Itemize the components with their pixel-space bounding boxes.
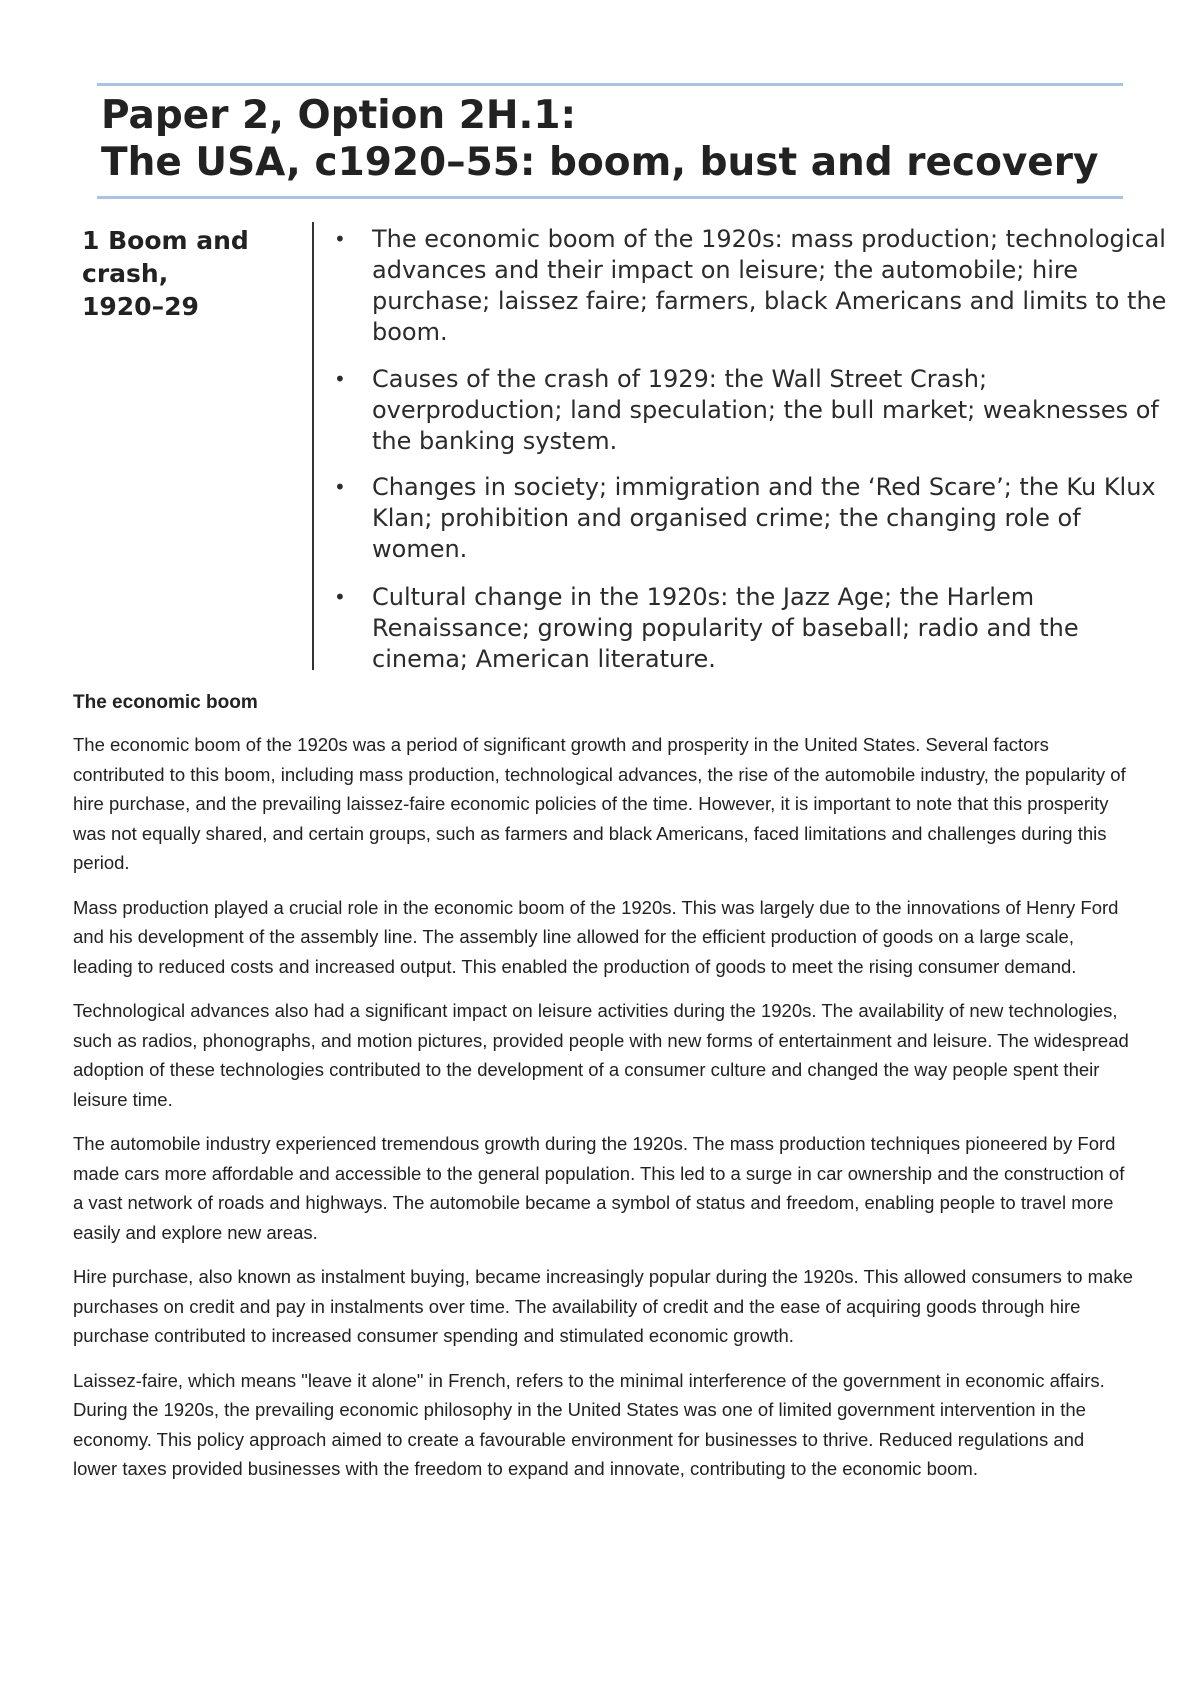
title-bottom-rule xyxy=(97,196,1123,199)
section-label-line-2: crash, xyxy=(82,259,169,288)
bullet-icon: • xyxy=(334,367,346,391)
title-top-rule xyxy=(97,83,1123,86)
column-divider xyxy=(312,222,314,670)
bullet-icon: • xyxy=(334,227,346,251)
spec-bullet-item xyxy=(322,224,1182,348)
article-body xyxy=(73,690,1133,1499)
spec-bullet-item xyxy=(322,472,1182,565)
title-line-2: The USA, c1920–55: boom, bust and recovery xyxy=(101,140,1099,185)
section-label-line-1: 1 Boom and xyxy=(82,226,249,255)
spec-bullet-item xyxy=(322,364,1182,457)
article-paragraph: The automobile industry experienced tremendous growth during the 1920s. The mass production techniques pioneered by Ford made cars more affordable and accessible to the general population. This led to a surge in car ownership and the construction of a vast network of roads and highways. The automobile became a symbol of status and freedom, enabling people to travel more easily and explore new areas. xyxy=(73,1133,1125,1243)
section-label xyxy=(82,224,282,323)
spec-bullet-item xyxy=(322,582,1182,675)
title-line-1: Paper 2, Option 2H.1: xyxy=(101,93,577,138)
bullet-text: Changes in society; immigration and the ‘Red Scare’; the Ku Klux Klan; prohibition and organised crime; the changing role of women. xyxy=(372,473,1156,563)
bullet-icon: • xyxy=(334,475,346,499)
bullet-icon: • xyxy=(334,585,346,609)
bullet-text: The economic boom of the 1920s: mass production; technological advances and their impact on leisure; the automobile; hire purchase; laissez faire; farmers, black Americans and limits to the boom. xyxy=(372,225,1167,346)
section-label-line-3: 1920–29 xyxy=(82,292,199,321)
article-paragraph: Mass production played a crucial role in the economic boom of the 1920s. This was largely due to the innovations of Henry Ford and his development of the assembly line. The assembly line allowed for the efficient production of goods on a large scale, leading to reduced costs and increased output. This enabled the production of goods to meet the rising consumer demand. xyxy=(73,896,1119,977)
article-paragraph: The economic boom of the 1920s was a period of significant growth and prosperity in the United States. Several factors contributed to this boom, including mass production, technological advances, the rise of the automobile industry, the popularity of hire purchase, and the prevailing laissez-faire economic policies of the time. However, it is important to note that this prosperity was not equally shared, and certain groups, such as farmers and black Americans, faced limitations and challenges during this period. xyxy=(73,734,1126,873)
article-paragraph: Technological advances also had a significant impact on leisure activities during the 1920s. The availability of new technologies, such as radios, phonographs, and motion pictures, provided people with new forms of entertainment and leisure. The widespread adoption of these technologies contributed to the development of a consumer culture and changed the way people spent their leisure time. xyxy=(73,1000,1129,1110)
article-heading: The economic boom xyxy=(73,692,258,713)
page-title xyxy=(101,92,1121,186)
article-paragraph: Laissez-faire, which means "leave it alone" in French, refers to the minimal interference of the government in economic affairs. During the 1920s, the prevailing economic philosophy in the United States was one of limited government intervention in the economy. This policy approach aimed to create a favourable environment for businesses to thrive. Reduced regulations and lower taxes provided businesses with the freedom to expand and innovate, contributing to the economic boom. xyxy=(73,1369,1105,1479)
bullet-text: Cultural change in the 1920s: the Jazz Age; the Harlem Renaissance; growing popularity of baseball; radio and the cinema; American literature. xyxy=(372,583,1079,673)
article-paragraph: Hire purchase, also known as instalment buying, became increasingly popular during the 1920s. This allowed consumers to make purchases on credit and pay in instalments over time. The availability of credit and the ease of acquiring goods through hire purchase contributed to increased consumer spending and stimulated economic growth. xyxy=(73,1266,1133,1346)
bullet-text: Causes of the crash of 1929: the Wall Street Crash; overproduction; land speculation; the bull market; weaknesses of the banking system. xyxy=(372,365,1159,455)
